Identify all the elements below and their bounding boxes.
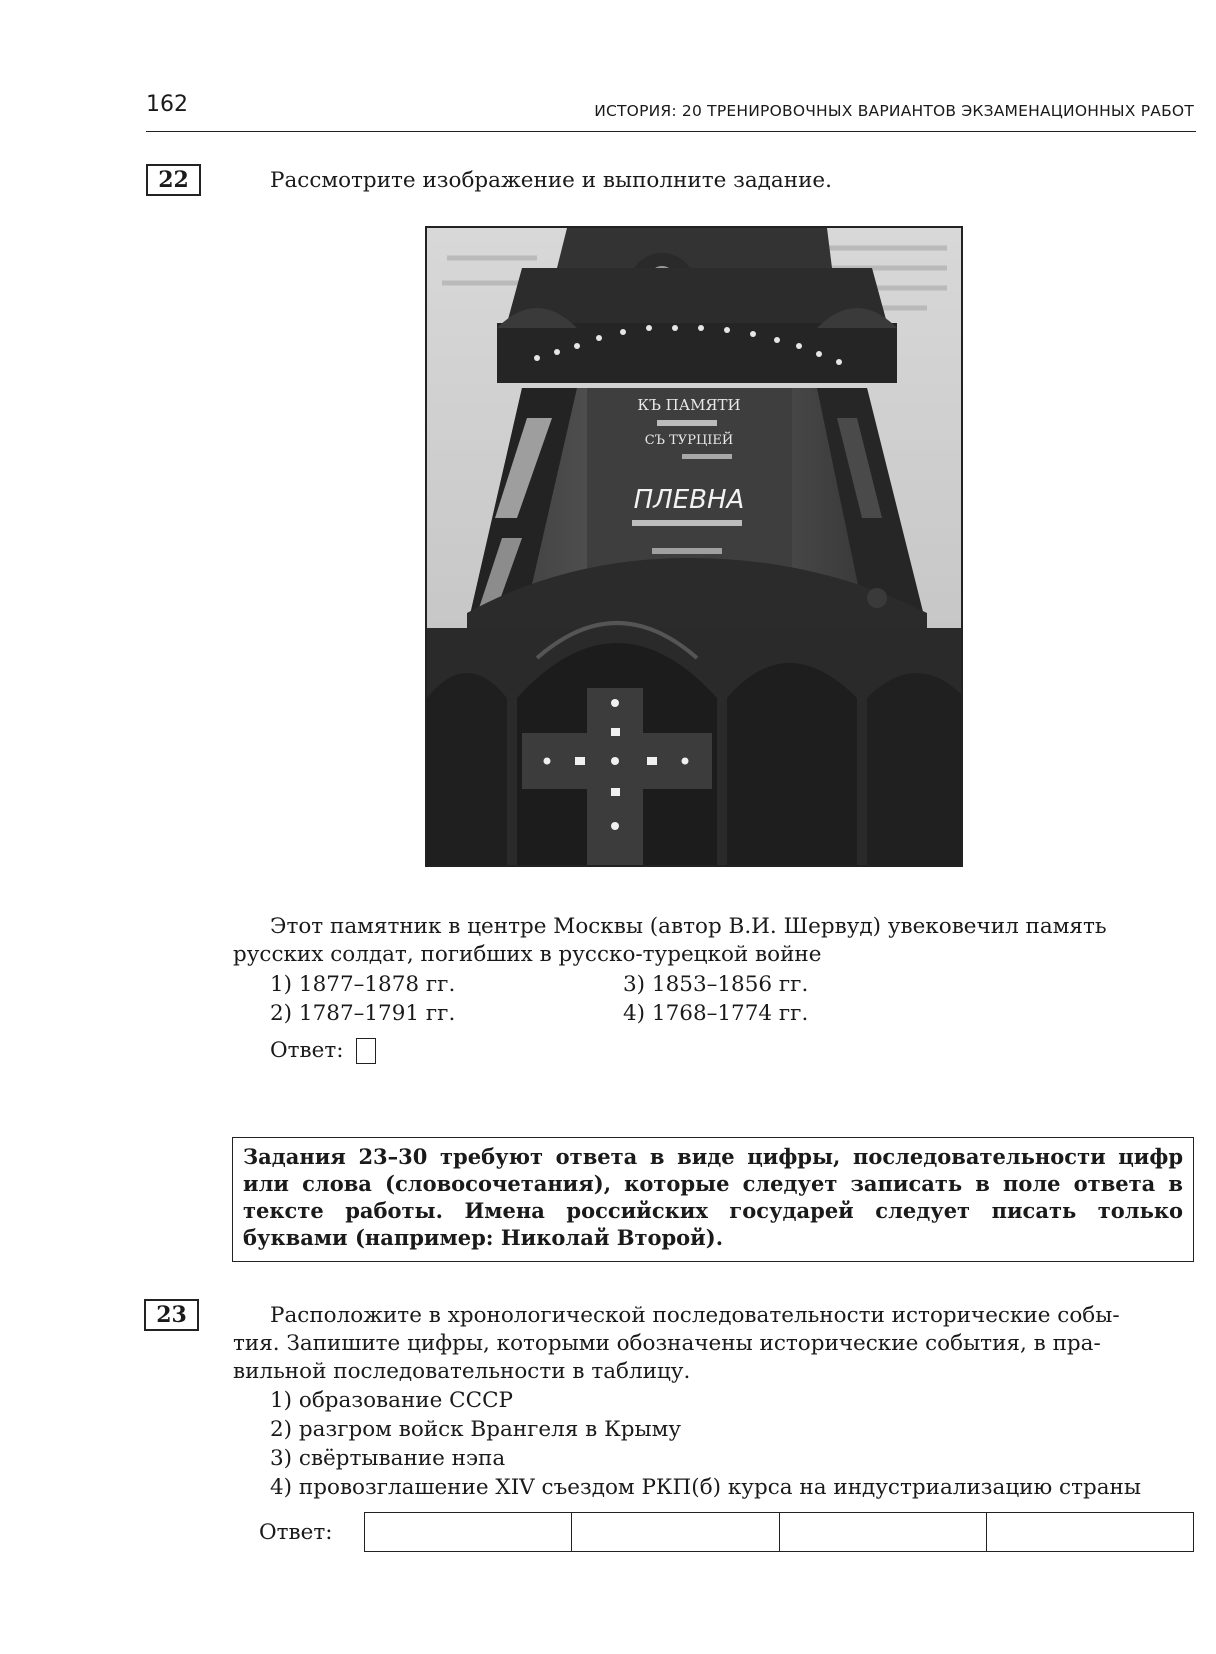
task-number-22: 22 <box>146 164 201 196</box>
task23-item-4: 4) провозглашение XIV съездом РКП(б) курса на индустриализацию страны <box>270 1475 1141 1500</box>
answer-cell-3[interactable] <box>780 1513 987 1551</box>
plevna-chapel-image <box>427 228 963 867</box>
inscription-line1: КЪ ПАМЯТИ <box>637 396 741 414</box>
monument-photo <box>425 226 963 867</box>
task23-item-1: 1) образование СССР <box>270 1388 513 1413</box>
task22-answer-label: Ответ: <box>270 1038 344 1063</box>
page-number: 162 <box>146 92 188 117</box>
running-title: ИСТОРИЯ: 20 ТРЕНИРОВОЧНЫХ ВАРИАНТОВ ЭКЗАМЕНАЦИОННЫХ РАБОТ <box>594 102 1194 120</box>
task23-text-line2: тия. Запишите цифры, которыми обозначены исторические события, в пра- <box>233 1331 1101 1356</box>
answer-cell-4[interactable] <box>987 1513 1193 1551</box>
task23-text-line3: вильной последовательности в таблицу. <box>233 1359 691 1384</box>
task23-item-2: 2) разгром войск Врангеля в Крыму <box>270 1417 682 1442</box>
inscription-line2: СЪ ТУРЦІЕЙ <box>644 433 734 448</box>
task22-answer-box[interactable] <box>356 1038 376 1064</box>
task22-instruction: Рассмотрите изображение и выполните задание. <box>270 168 832 193</box>
task22-option-1: 1) 1877–1878 гг. <box>270 972 456 997</box>
answer-cell-1[interactable] <box>365 1513 572 1551</box>
task23-item-3: 3) свёртывание нэпа <box>270 1446 506 1471</box>
answer-cell-2[interactable] <box>572 1513 779 1551</box>
task22-option-2: 2) 1787–1791 гг. <box>270 1001 456 1026</box>
task23-answer-label: Ответ: <box>259 1520 333 1545</box>
instructions-notice: Задания 23–30 требуют ответа в виде цифры, последовательности цифр или слова (словосочетания), которые следует записать в поле ответа в тексте работы. Имена российских государей следует писать только буквами (например: Николай Второй). <box>232 1137 1194 1262</box>
task23-text-line1: Расположите в хронологической последовательности исторические собы- <box>270 1303 1120 1328</box>
task23-answer-table <box>364 1512 1194 1552</box>
task22-question-line2: русских солдат, погибших в русско-турецкой войне <box>233 942 822 967</box>
task22-question-line1: Этот памятник в центре Москвы (автор В.И. Шервуд) увековечил память <box>270 914 1107 939</box>
task22-option-3: 3) 1853–1856 гг. <box>623 972 809 997</box>
task22-option-4: 4) 1768–1774 гг. <box>623 1001 809 1026</box>
inscription-plevna: ПЛЕВНА <box>633 485 745 515</box>
task-number-23: 23 <box>144 1299 199 1331</box>
header-rule <box>146 131 1196 132</box>
